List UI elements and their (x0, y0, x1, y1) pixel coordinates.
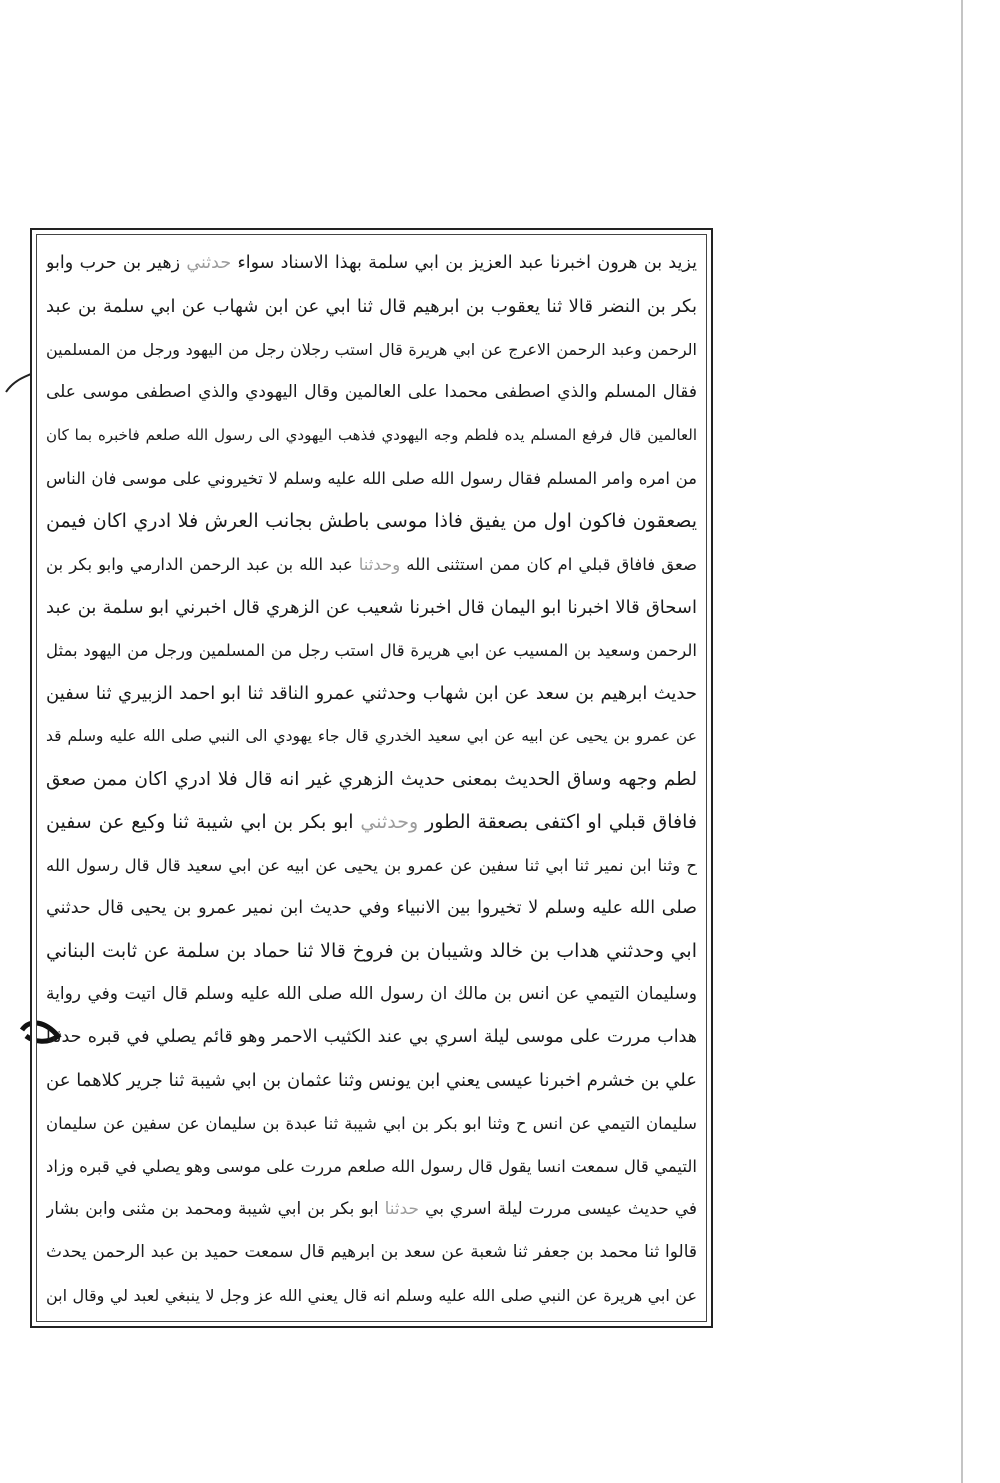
text-line (46, 414, 697, 457)
rubric-word: وحدثنا (358, 555, 401, 574)
line-segment: الرحمن وسعيد بن المسيب عن ابي هريرة قال استب رجل من المسلمين ورجل من اليهود بمثل (46, 641, 697, 660)
manuscript-text-block (46, 242, 697, 1317)
line-segment: عن عمرو بن يحيى عن ابيه عن ابي سعيد الخدري قال جاء يهودي الى النبي صلى الله عليه وسلم قد (46, 727, 697, 745)
text-line (46, 1102, 697, 1145)
line-segment: وسليمان التيمي عن انس بن مالك ان رسول الله صلى الله عليه وسلم قال اتيت وفي رواية (46, 984, 697, 1004)
line-segment: عن ابي هريرة عن النبي صلى الله عليه وسلم انه قال يعني الله عز وجل لا ينبغي لعبد لي وقال ابن (46, 1286, 697, 1305)
line-segment: من امره وامر المسلم فقال رسول الله صلى الله عليه وسلم لا تخيروني على موسى فان الناس (46, 469, 697, 488)
line-segment: بكر بن النضر قالا ثنا يعقوب بن ابرهيم قال ثنا ابي عن ابن شهاب عن ابي سلمة بن عبد (46, 296, 697, 317)
text-line (46, 758, 697, 801)
line-segment: هداب مررت على موسى ليلة اسري بي عند الكثيب الاحمر وهو قائم يصلي في قبره حدثنا (46, 1027, 697, 1047)
text-line (46, 586, 697, 629)
line-segment: فافاق قبلي او اكتفى بصعقة الطور (418, 811, 697, 833)
text-line (46, 285, 697, 328)
text-line (46, 500, 697, 543)
text-line (46, 1231, 697, 1274)
text-line (46, 543, 697, 586)
line-segment: سليمان التيمي عن انس ح وثنا ابو بكر بن ابي شيبة ثنا عبدة بن سليمان عن سفين عن سليمان (46, 1114, 697, 1133)
line-segment: حديث ابرهيم بن سعد عن ابن شهاب وحدثني عمرو الناقد ثنا ابو احمد الزبيري ثنا سفين (46, 683, 697, 704)
rubric-word: وحدثني (360, 811, 419, 833)
line-segment: صعق فافاق قبلي ام كان ممن استثنى الله (400, 555, 697, 574)
text-line (46, 1274, 697, 1317)
text-line (46, 930, 697, 973)
line-segment: الرحمن وعبد الرحمن الاعرج عن ابي هريرة قال استب رجلان رجل من اليهود ورجل من المسلمين (46, 340, 697, 359)
text-line (46, 672, 697, 715)
line-segment: قالوا ثنا محمد بن جعفر ثنا شعبة عن سعد بن ابرهيم قال سمعت حميد بن عبد الرحمن يحدث (46, 1242, 697, 1262)
text-line (46, 1016, 697, 1059)
text-line (46, 844, 697, 887)
line-segment: علي بن خشرم اخبرنا عيسى يعني ابن يونس وثنا عثمان بن ابي شيبة ثنا جرير كلاهما عن (46, 1070, 697, 1091)
text-line (46, 1059, 697, 1102)
line-segment: فقال المسلم والذي اصطفى محمدا على العالمين وقال اليهودي والذي اصطفى موسى على (46, 382, 697, 402)
text-line (46, 715, 697, 758)
text-line (46, 328, 697, 371)
line-segment: ابي وحدثني هداب بن خالد وشيبان بن فروخ قالا ثنا حماد بن سلمة عن ثابت البناني (46, 940, 697, 962)
rubric-word: حدثنا (384, 1199, 420, 1219)
line-segment: ابو بكر بن ابي شيبة ومحمد بن مثنى وابن بشار (46, 1199, 385, 1219)
line-segment: يصعقون فاكون اول من يفيق فاذا موسى باطش بجانب العرش فلا ادري اكان فيمن (46, 510, 697, 532)
text-line (46, 457, 697, 500)
line-segment: صلى الله عليه وسلم لا تخيروا بين الانبياء وفي حديث ابن نمير عمرو بن يحيى قال حدثني (46, 898, 697, 918)
line-segment: العالمين قال فرفع المسلم يده فلطم وجه اليهودي فذهب اليهودي الى رسول الله صلعم فاخبره بما كان (46, 426, 697, 444)
line-segment: يزيد بن هرون اخبرنا عبد العزيز بن ابي سلمة بهذا الاسناد سواء (231, 253, 697, 273)
line-segment: ابو بكر بن ابي شيبة ثنا وكيع عن سفين (46, 811, 361, 833)
line-segment: التيمي قال سمعت انسا يقول قال رسول الله صلعم مررت على موسى وهو يصلي في قبره وزاد (46, 1157, 697, 1176)
page-edge-shadow (961, 0, 963, 1483)
line-segment: زهير بن حرب وابو (46, 253, 187, 273)
line-segment: لطم وجهه وساق الحديث بمعنى حديث الزهري غير انه قال فلا ادري اكان ممن صعق (46, 769, 697, 790)
line-segment: ح وثنا ابن نمير ثنا ابي ثنا سفين عن عمرو بن يحيى عن ابيه عن ابي سعيد قال قال رسول الله (46, 856, 697, 875)
text-line (46, 973, 697, 1016)
text-line (46, 629, 697, 672)
rubric-word: حدثني (186, 253, 232, 273)
text-line (46, 801, 697, 844)
text-line (46, 1188, 697, 1231)
manuscript-text-frame (30, 228, 713, 1328)
text-line (46, 1145, 697, 1188)
text-line (46, 371, 697, 414)
text-line (46, 887, 697, 930)
line-segment: عبد الله بن عبد الرحمن الدارمي وابو بكر بن (46, 555, 359, 574)
text-line (46, 242, 697, 285)
line-segment: في حديث عيسى مررت ليلة اسري بي (419, 1199, 697, 1219)
line-segment: اسحاق قالا اخبرنا ابو اليمان قال اخبرنا شعيب عن الزهري قال اخبرني ابو سلمة بن عبد (46, 597, 697, 618)
